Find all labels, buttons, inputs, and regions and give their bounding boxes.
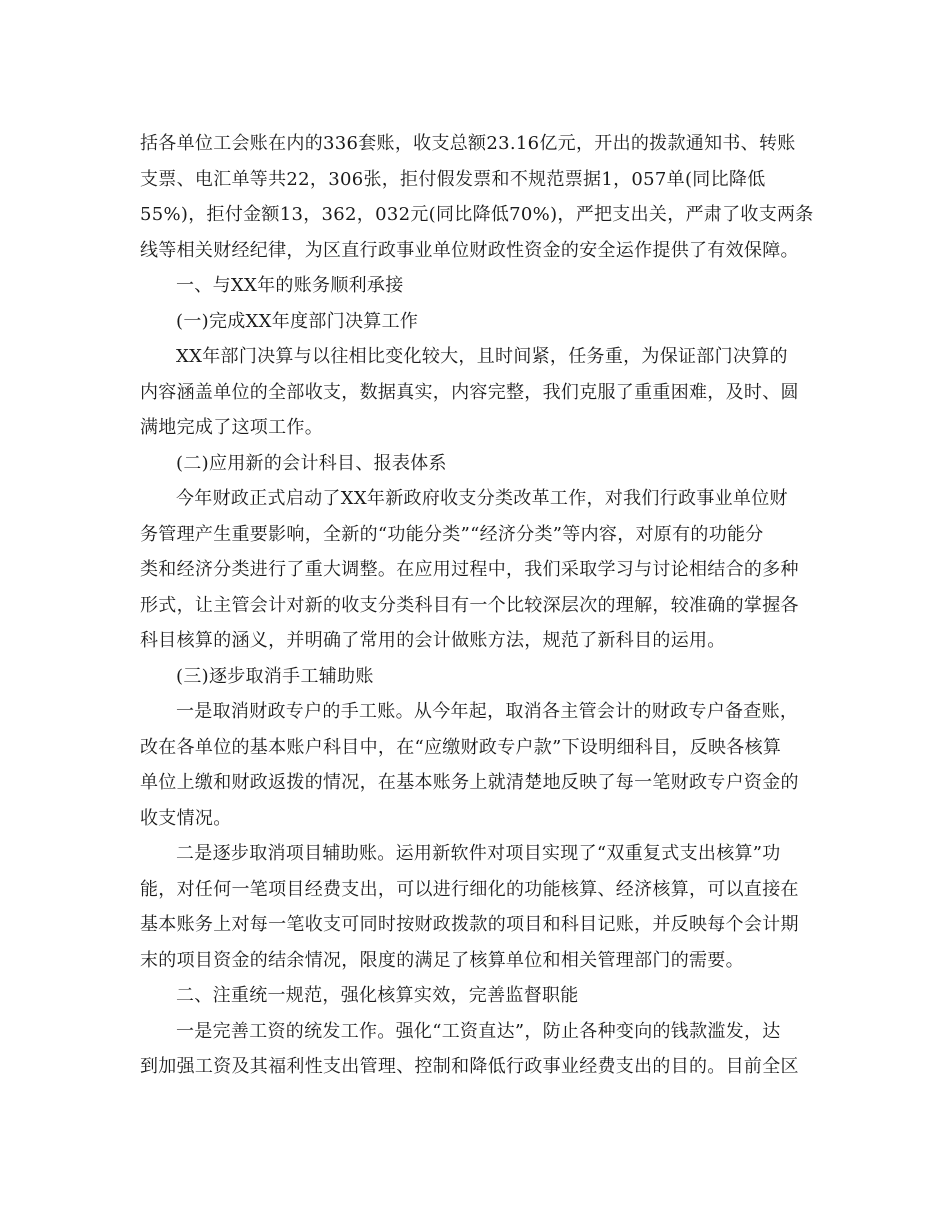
paragraph-line: 线等相关财经纪律，为区直行政事业单位财政性资金的安全运作提供了有效保障。 xyxy=(140,239,799,261)
paragraph-line: 形式，让主管会计对新的收支分类科目有一个比较深层次的理解，较准确的掌握各 xyxy=(140,594,799,616)
paragraph-line: 55%)，拒付金额13，362，032元(同比降低70%)，严把支出关，严肃了收支两条 xyxy=(140,204,814,225)
paragraph-line: 满地完成了这项工作。 xyxy=(140,417,323,438)
subsection-heading: (一)完成XX年度部门决算工作 xyxy=(176,310,419,332)
subsection-heading: (二)应用新的会计科目、报表体系 xyxy=(176,452,447,474)
paragraph-line: 二是逐步取消项目辅助账。运用新软件对项目实现了“双重复式支出核算”功 xyxy=(176,843,781,864)
paragraph-line: 括各单位工会账在内的336套账，收支总额23.16亿元，开出的拨款通知书、转账 xyxy=(140,133,796,154)
paragraph-line: 能，对任何一笔项目经费支出，可以进行细化的功能核算、经济核算，可以直接在 xyxy=(140,878,799,900)
section-heading: 一、与XX年的账务顺利承接 xyxy=(176,275,404,296)
document-body xyxy=(140,126,812,1085)
paragraph-line: XX年部门决算与以往相比变化较大，且时间紧，任务重，为保证部门决算的 xyxy=(176,346,788,367)
subsection-heading: (三)逐步取消手工辅助账 xyxy=(176,665,374,687)
paragraph-line: 务管理产生重要影响，全新的“功能分类”“经济分类”等内容，对原有的功能分 xyxy=(140,523,764,545)
paragraph-line: 改在各单位的基本账户科目中，在“应缴财政专户款”下设明细科目，反映各核算 xyxy=(140,736,782,758)
paragraph-line: 收支情况。 xyxy=(140,807,232,829)
paragraph-line: 今年财政正式启动了XX年新政府收支分类改革工作，对我们行政事业单位财 xyxy=(176,488,788,509)
section-heading: 二、注重统一规范，强化核算实效，完善监督职能 xyxy=(176,985,579,1006)
paragraph-line: 末的项目资金的结余情况，限度的满足了核算单位和相关管理部门的需要。 xyxy=(140,949,744,971)
paragraph-line: 科目核算的涵义，并明确了常用的会计做账方法，规范了新科目的运用。 xyxy=(140,630,726,651)
paragraph-line: 一是完善工资的统发工作。强化“工资直达”，防止各种变向的钱款滥发，达 xyxy=(176,1020,781,1042)
paragraph-line: 一是取消财政专户的手工账。从今年起，取消各主管会计的财政专户备查账， xyxy=(176,701,799,722)
paragraph-line: 基本账务上对每一笔收支可同时按财政拨款的项目和科目记账，并反映每个会计期 xyxy=(140,914,799,935)
paragraph-line: 内容涵盖单位的全部收支，数据真实，内容完整，我们克服了重重困难，及时、圆 xyxy=(140,381,799,403)
paragraph-line: 单位上缴和财政返拨的情况，在基本账务上就清楚地反映了每一笔财政专户资金的 xyxy=(140,772,799,793)
paragraph-line: 类和经济分类进行了重大调整。在应用过程中，我们采取学习与讨论相结合的多种 xyxy=(140,559,799,580)
paragraph-line: 支票、电汇单等共22，306张，拒付假发票和不规范票据1，057单(同比降低 xyxy=(140,168,766,190)
paragraph-line: 到加强工资及其福利性支出管理、控制和降低行政事业经费支出的目的。目前全区 xyxy=(140,1056,799,1077)
